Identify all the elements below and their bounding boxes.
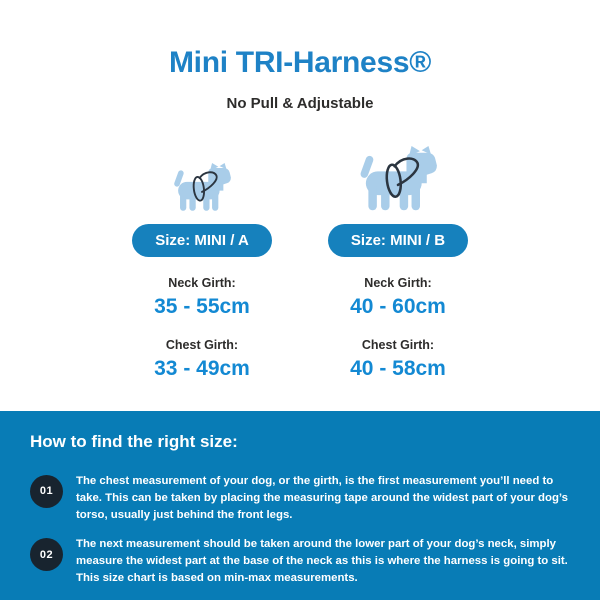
neck-girth-label: Neck Girth:	[364, 276, 432, 290]
page-title: Mini TRI-Harness®	[168, 46, 432, 79]
step-number-badge: 02	[30, 538, 63, 571]
chest-girth-label: Chest Girth:	[361, 338, 435, 352]
step-text: The next measurement should be taken around the lower part of your dog’s neck, simply measure the widest part at the base of the neck as this is where the harness is going to sit. This size chart is based on min-max measurements.	[76, 538, 568, 585]
step-text: The chest measurement of your dog, or the girth, is the first measurement you’ll need to take. This can be taken by placing the measuring tape around the widest part of your dog’s torso, usually just behind the front legs.	[76, 474, 568, 521]
page-subtitle: No Pull & Adjustable	[226, 95, 374, 112]
neck-girth-value: 40 - 60cm	[350, 295, 446, 318]
neck-girth-label: Neck Girth:	[168, 276, 236, 290]
chest-girth-value: 33 - 49cm	[154, 357, 250, 380]
dog-harness-icon	[170, 163, 234, 212]
size-column-mini-a	[116, 146, 288, 381]
size-mini-a-button[interactable]: Size: MINI / A	[132, 224, 272, 257]
neck-girth-value: 35 - 55cm	[154, 295, 250, 318]
size-columns	[0, 146, 600, 381]
size-mini-b-button[interactable]: Size: MINI / B	[328, 224, 468, 257]
dog-illustration-small	[170, 146, 234, 212]
size-column-mini-b	[312, 146, 484, 381]
guide-step-1	[30, 473, 570, 524]
step-number-badge: 01	[30, 475, 63, 508]
dog-illustration-large	[355, 146, 441, 212]
chest-girth-value: 40 - 58cm	[350, 357, 446, 380]
sizing-guide-section	[0, 411, 600, 600]
chest-girth-label: Chest Girth:	[165, 338, 239, 352]
dog-harness-icon	[355, 146, 441, 212]
guide-heading: How to find the right size:	[30, 431, 238, 451]
guide-step-2	[30, 536, 570, 587]
